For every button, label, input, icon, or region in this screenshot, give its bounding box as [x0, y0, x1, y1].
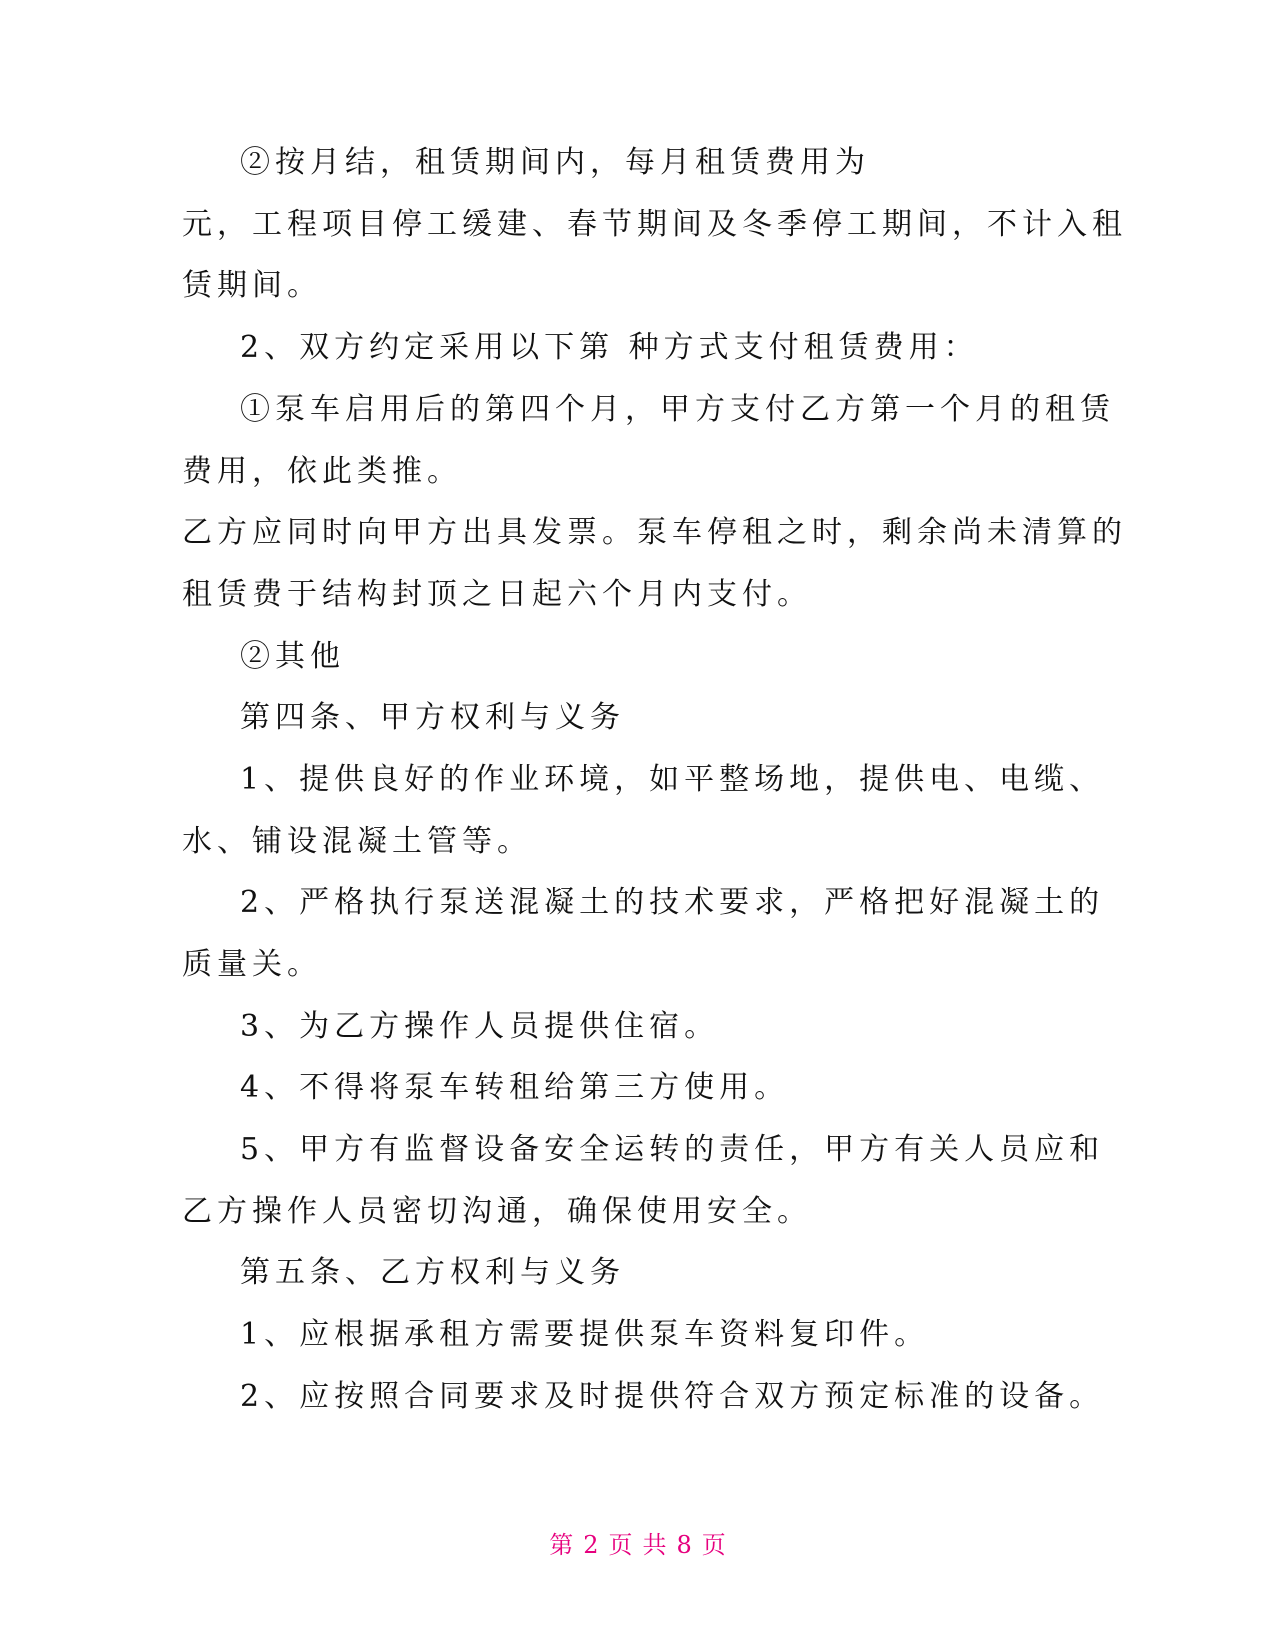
text-line: 5、甲方有监督设备安全运转的责任，甲方有关人员应和	[240, 1132, 1105, 1167]
page-footer	[0, 1530, 1275, 1560]
text-line: 租赁费于结构封顶之日起六个月内支付。	[182, 577, 812, 612]
text-line: 2、严格执行泵送混凝土的技术要求，严格把好混凝土的	[240, 885, 1105, 920]
text-line: 4、不得将泵车转租给第三方使用。	[240, 1070, 790, 1105]
text-line: 水、铺设混凝土管等。	[182, 824, 532, 859]
footer-page-word: 页	[608, 1531, 633, 1559]
total-pages-number: 8	[676, 1531, 692, 1559]
text-line: 费用，依此类推。	[182, 454, 462, 489]
text-line: 质量关。	[182, 947, 322, 982]
text-line: 1、应根据承租方需要提供泵车资料复印件。	[240, 1317, 930, 1352]
section-heading: 第四条、甲方权利与义务	[240, 700, 625, 735]
section-heading: 第五条、乙方权利与义务	[240, 1255, 625, 1290]
text-line: 赁期间。	[182, 268, 322, 303]
text-line: 乙方应同时向甲方出具发票。泵车停租之时，剩余尚未清算的	[182, 515, 1127, 550]
current-page-number: 2	[583, 1531, 599, 1559]
text-line: ②按月结，租赁期间内，每月租赁费用为	[240, 145, 870, 180]
text-line: 2、双方约定采用以下第 种方式支付租赁费用：	[240, 330, 979, 365]
text-line: ②其他	[240, 639, 345, 674]
text-line: 3、为乙方操作人员提供住宿。	[240, 1009, 720, 1044]
footer-prefix: 第	[549, 1531, 574, 1559]
footer-suffix: 页	[701, 1531, 726, 1559]
text-line: ①泵车启用后的第四个月，甲方支付乙方第一个月的租赁	[240, 392, 1115, 427]
text-line: 1、提供良好的作业环境，如平整场地，提供电、电缆、	[240, 762, 1105, 797]
footer-total-word: 共	[642, 1531, 667, 1559]
text-line: 2、应按照合同要求及时提供符合双方预定标准的设备。	[240, 1379, 1105, 1414]
text-line: 元，工程项目停工缓建、春节期间及冬季停工期间，不计入租	[182, 207, 1127, 242]
text-line: 乙方操作人员密切沟通，确保使用安全。	[182, 1194, 812, 1229]
